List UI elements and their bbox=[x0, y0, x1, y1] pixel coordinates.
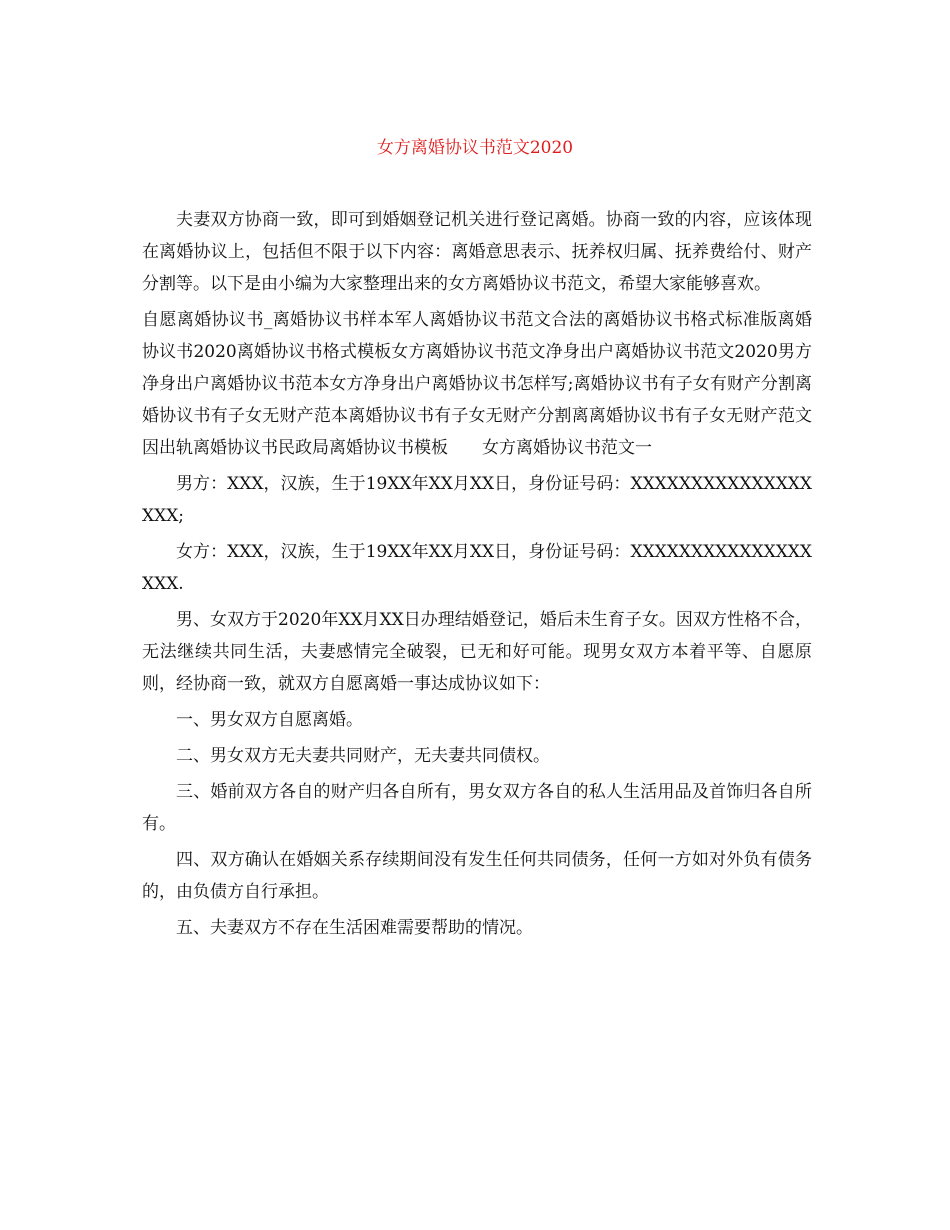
clause-5: 五、夫妻双方不存在生活困难需要帮助的情况。 bbox=[176, 918, 533, 938]
document-title: 女方离婚协议书范文2020 bbox=[376, 138, 574, 158]
paragraph-male-party: 男方：XXX，汉族，生于19XX年XX月XX日，身份证号码：XXXXXXXXXXXXXXXXXX; bbox=[142, 474, 812, 526]
clause-1: 一、男女双方自愿离婚。 bbox=[176, 710, 363, 730]
paragraph-intro: 夫妻双方协商一致，即可到婚姻登记机关进行登记离婚。协商一致的内容，应该体现在离婚协议上，包括但不限于以下内容：离婚意思表示、抚养权归属、抚养费给付、财产分割等。以下是由小编为大家整理出来的女方离婚协议书范文，希望大家能够喜欢。 bbox=[142, 210, 812, 294]
clause-3: 三、婚前双方各自的财产归各自所有，男女双方各自的私人生活用品及首饰归各自所有。 bbox=[142, 782, 812, 834]
paragraph-marriage-info: 男、女双方于2020年XX月XX日办理结婚登记，婚后未生育子女。因双方性格不合，无法继续共同生活，夫妻感情完全破裂，已无和好可能。现男女双方本着平等、自愿原则，经协商一致，就双方自愿离婚一事达成协议如下： bbox=[142, 610, 812, 694]
document-body bbox=[142, 204, 812, 948]
paragraph-keywords: 自愿离婚协议书_离婚协议书样本军人离婚协议书范文合法的离婚协议书格式标准版离婚协议书2020离婚协议书格式模板女方离婚协议书范文净身出户离婚协议书范文2020男方净身出户离婚协议书范本女方净身出户离婚协议书怎样写;离婚协议书有子女有财产分割离婚协议书有子女无财产范本离婚协议书有子女无财产分割离离婚协议书有子女无财产范文因出轨离婚协议书民政局离婚协议书模板 女方离婚协议书范文一 bbox=[142, 310, 812, 458]
clause-2: 二、男女双方无夫妻共同财产，无夫妻共同债权。 bbox=[176, 746, 550, 766]
paragraph-female-party: 女方：XXX，汉族，生于19XX年XX月XX日，身份证号码：XXXXXXXXXXXXXXXXXX. bbox=[142, 542, 812, 594]
clause-4: 四、双方确认在婚姻关系存续期间没有发生任何共同债务，任何一方如对外负有债务的，由负债方自行承担。 bbox=[142, 850, 812, 902]
